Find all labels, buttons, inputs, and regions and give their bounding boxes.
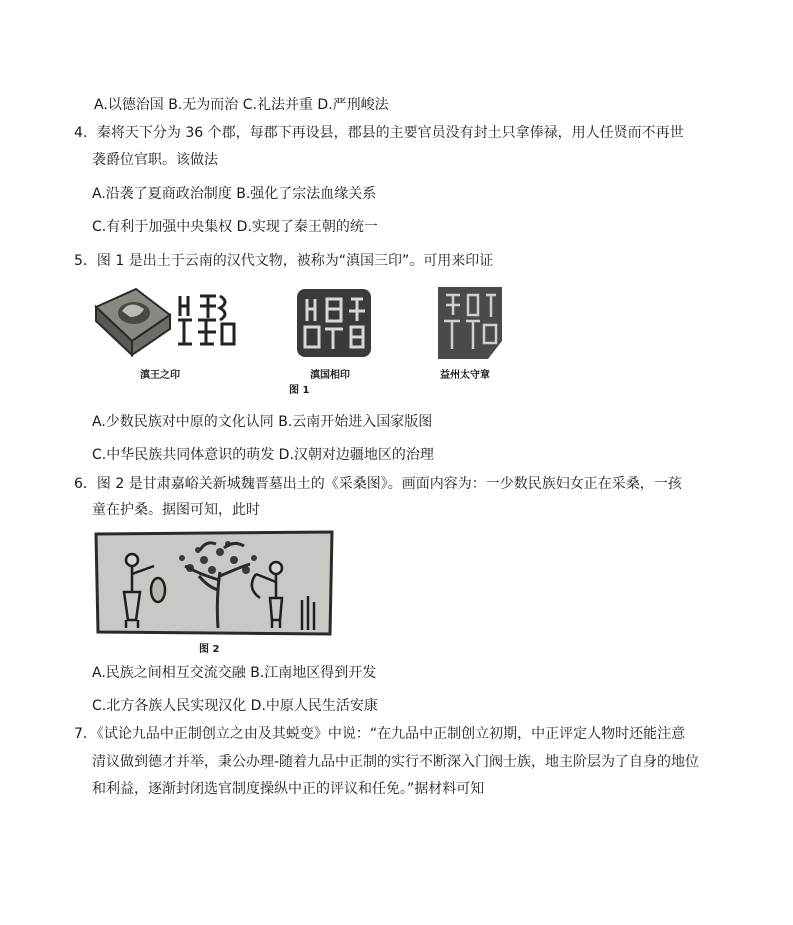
figure-1-label: 图 1 (289, 385, 310, 396)
seal-caption-2: 滇国相印 (310, 370, 350, 381)
q6-stem-line1: 6．图 2 是甘肃嘉峪关新城魏晋墓出土的《采桑图》。画面内容为：一少数民族妇女正在采桑，一孩 (74, 476, 682, 492)
q6-options-cd: C.北方各族人民实现汉化 D.中原人民生活安康 (92, 698, 378, 714)
q4-options-cd: C.有利于加强中央集权 D.实现了秦王朝的统一 (92, 219, 378, 235)
seal-caption-1: 滇王之印 (140, 370, 180, 381)
q3-options: A.以德治国 B.无为而治 C.礼法并重 D.严刑峻法 (94, 97, 389, 113)
q4-options-ab: A.沿袭了夏商政治制度 B.强化了宗法血缘关系 (92, 186, 377, 202)
q5-stem: 5．图 1 是出土于云南的汉代文物，被称为“滇国三印”。可用来印证 (74, 253, 494, 269)
q4-stem-line2: 袭爵位官职。该做法 (92, 152, 218, 168)
seal-imprint-1 (176, 292, 236, 350)
q7-line3: 和利益，逐渐封闭选官制度操纵中正的评议和任免。”据材料可知 (92, 781, 485, 797)
q6-stem-line2: 童在护桑。据图可知，此时 (92, 502, 260, 518)
q4-stem-line1: 4．秦将天下分为 36 个郡，每郡下再设县，郡县的主要官员没有封土只拿俸禄，用人任贤而不再世 (74, 125, 684, 141)
q7-line1: 7．《试论九品中正制创立之由及其蜕变》中说：“在九品中正制创立初期，中正评定人物时还能注意 (74, 726, 686, 742)
q5-options-ab: A.少数民族对中原的文化认同 B.云南开始进入国家版图 (92, 414, 433, 430)
seal-caption-3: 益州太守章 (440, 370, 490, 381)
seal-imprint-2 (295, 287, 373, 359)
q5-options-cd: C.中华民族共同体意识的萌发 D.汉朝对边疆地区的治理 (92, 447, 434, 463)
seal-imprint-3 (436, 285, 504, 361)
mulberry-mural-image (94, 530, 334, 636)
q6-options-ab: A.民族之间相互交流交融 B.江南地区得到开发 (92, 665, 377, 681)
figure-2-label: 图 2 (199, 644, 220, 655)
seal-image-1 (92, 285, 172, 360)
q7-line2: 清议做到德才并举，秉公办理-随着九品中正制的实行不断深入门阀士族，地主阶层为了自身的地位 (92, 754, 700, 770)
